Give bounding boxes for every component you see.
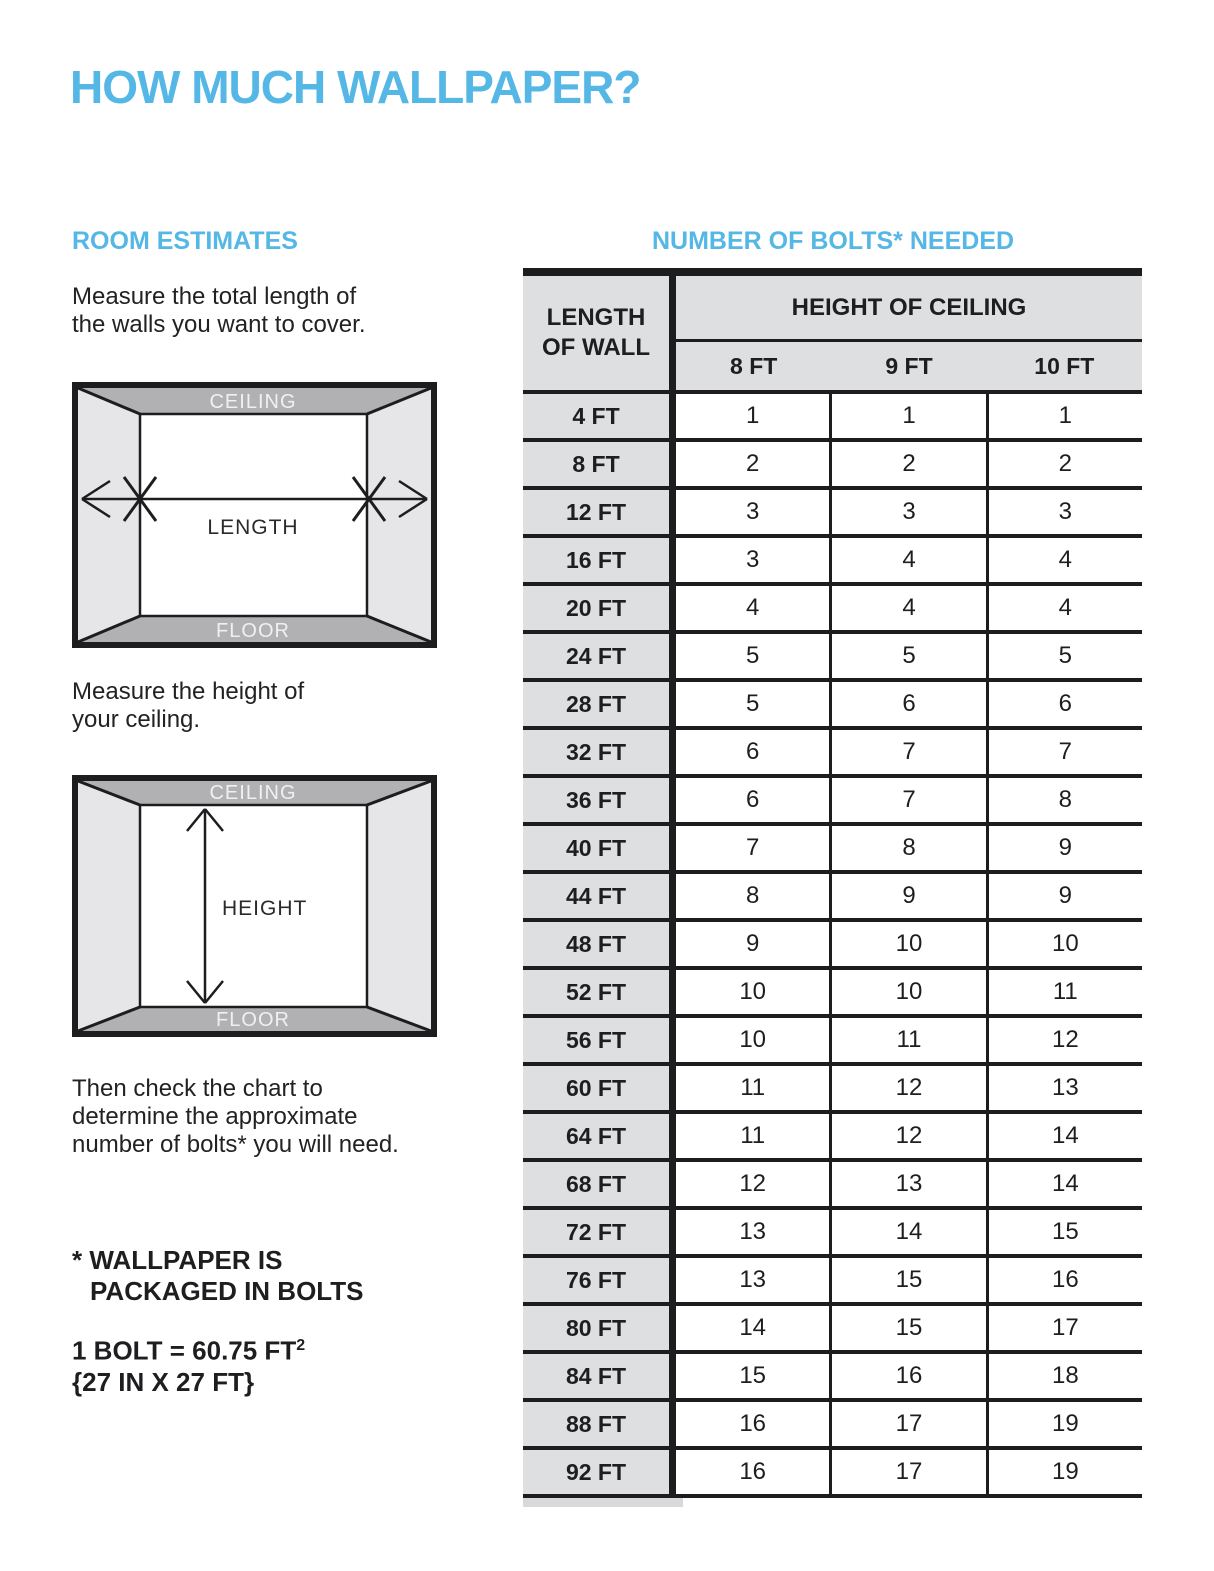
ceiling-height-subheaders xyxy=(676,342,1142,390)
bolt-equation xyxy=(72,1330,305,1367)
table-bottom-stub xyxy=(523,1498,683,1507)
bolt-count-cell: 15 xyxy=(829,1306,985,1350)
table-top-border xyxy=(523,268,1142,276)
table-row xyxy=(523,634,1142,682)
bolt-count-cell: 3 xyxy=(676,490,829,534)
bolt-count-cell: 5 xyxy=(676,634,829,678)
length-of-wall-header xyxy=(523,276,676,390)
row-length-label: 72 FT xyxy=(523,1210,676,1254)
row-length-label: 36 FT xyxy=(523,778,676,822)
column-header-9ft: 9 FT xyxy=(885,352,933,379)
bolt-count-cell: 9 xyxy=(676,922,829,966)
bolt-count-cell: 13 xyxy=(829,1162,985,1206)
left-wall-panel xyxy=(78,781,140,1031)
footnote-line1 xyxy=(72,1245,363,1276)
bolt-count-cell: 17 xyxy=(829,1450,985,1494)
row-length-label: 20 FT xyxy=(523,586,676,630)
bolt-count-cell: 4 xyxy=(986,538,1142,582)
bolt-count-cell: 9 xyxy=(986,874,1142,918)
bolt-count-cell: 9 xyxy=(829,874,985,918)
table-row xyxy=(523,394,1142,442)
bolt-dimensions: {27 IN X 27 FT} xyxy=(72,1366,255,1397)
bolt-count-cell: 12 xyxy=(986,1018,1142,1062)
table-row xyxy=(523,1162,1142,1210)
table-row xyxy=(523,538,1142,586)
bolt-count-cell: 7 xyxy=(829,730,985,774)
bolt-count-cell: 12 xyxy=(676,1162,829,1206)
row-length-label: 64 FT xyxy=(523,1114,676,1158)
bolt-count-cell: 6 xyxy=(676,730,829,774)
bolt-count-cell: 16 xyxy=(829,1354,985,1398)
bolt-count-cell: 4 xyxy=(829,586,985,630)
table-row xyxy=(523,1210,1142,1258)
bolt-count-cell: 13 xyxy=(676,1258,829,1302)
bolt-equation-sup: 2 xyxy=(296,1337,306,1354)
length-label: LENGTH xyxy=(207,516,299,539)
bolt-count-cell: 10 xyxy=(676,1018,829,1062)
room-height-diagram xyxy=(72,775,437,1037)
row-length-label: 24 FT xyxy=(523,634,676,678)
bolt-count-cell: 10 xyxy=(986,922,1142,966)
bolt-count-cell: 12 xyxy=(829,1066,985,1110)
height-label: HEIGHT xyxy=(222,897,308,920)
column-header-10ft: 10 FT xyxy=(1034,352,1095,379)
bolts-table xyxy=(523,268,1142,1507)
bolt-count-cell: 17 xyxy=(829,1402,985,1446)
bolts-footnote xyxy=(72,1245,363,1307)
bolt-count-cell: 14 xyxy=(676,1306,829,1350)
row-length-label: 56 FT xyxy=(523,1018,676,1062)
bolt-count-cell: 11 xyxy=(676,1114,829,1158)
bolt-count-cell: 5 xyxy=(829,634,985,678)
table-row xyxy=(523,970,1142,1018)
bolt-count-cell: 8 xyxy=(829,826,985,870)
bolt-count-cell: 17 xyxy=(986,1306,1142,1350)
bolt-count-cell: 3 xyxy=(829,490,985,534)
height-of-ceiling-header: HEIGHT OF CEILING xyxy=(676,276,1142,342)
bolt-equation-text: 1 BOLT = 60.75 FT xyxy=(72,1335,297,1366)
bolt-count-cell: 16 xyxy=(676,1450,829,1494)
bolt-count-cell: 14 xyxy=(986,1114,1142,1158)
bolt-count-cell: 7 xyxy=(986,730,1142,774)
bolt-count-cell: 5 xyxy=(676,682,829,726)
row-length-label: 88 FT xyxy=(523,1402,676,1446)
row-length-label: 60 FT xyxy=(523,1066,676,1110)
bolt-count-cell: 13 xyxy=(676,1210,829,1254)
bolt-count-cell: 16 xyxy=(986,1258,1142,1302)
bolt-count-cell: 6 xyxy=(829,682,985,726)
bolt-count-cell: 6 xyxy=(676,778,829,822)
measure-height-text xyxy=(72,678,304,734)
measure-length-line2: the walls you want to cover. xyxy=(72,311,366,338)
check-chart-line1: Then check the chart to xyxy=(72,1075,323,1102)
length-of-wall-line2: OF WALL xyxy=(542,334,650,361)
bolt-count-cell: 14 xyxy=(829,1210,985,1254)
table-row xyxy=(523,1402,1142,1450)
table-row xyxy=(523,1066,1142,1114)
column-header-8ft: 8 FT xyxy=(730,352,778,379)
table-row xyxy=(523,682,1142,730)
measure-height-line2: your ceiling. xyxy=(72,706,201,733)
bolt-size-info xyxy=(72,1330,305,1398)
bolt-count-cell: 2 xyxy=(829,442,985,486)
bolt-count-cell: 5 xyxy=(986,634,1142,678)
length-of-wall-line1: LENGTH xyxy=(546,304,646,331)
bolt-count-cell: 4 xyxy=(829,538,985,582)
bolt-count-cell: 8 xyxy=(676,874,829,918)
table-row xyxy=(523,922,1142,970)
ceiling-label: CEILING xyxy=(209,782,297,804)
footnote-text1: WALLPAPER IS xyxy=(89,1245,283,1275)
ceiling-label: CEILING xyxy=(209,391,297,413)
bolt-count-cell: 11 xyxy=(829,1018,985,1062)
table-row xyxy=(523,490,1142,538)
row-length-label: 40 FT xyxy=(523,826,676,870)
bolt-count-cell: 10 xyxy=(829,970,985,1014)
bolt-count-cell: 15 xyxy=(986,1210,1142,1254)
table-row xyxy=(523,442,1142,490)
bolt-count-cell: 19 xyxy=(986,1450,1142,1494)
floor-label: FLOOR xyxy=(216,620,290,642)
bolts-needed-heading: NUMBER OF BOLTS* NEEDED xyxy=(652,227,1015,255)
bolt-count-cell: 13 xyxy=(986,1066,1142,1110)
bolt-count-cell: 6 xyxy=(986,682,1142,726)
row-length-label: 28 FT xyxy=(523,682,676,726)
room-length-diagram xyxy=(72,382,437,648)
row-length-label: 44 FT xyxy=(523,874,676,918)
bolt-count-cell: 1 xyxy=(986,394,1142,438)
row-length-label: 84 FT xyxy=(523,1354,676,1398)
bolt-count-cell: 11 xyxy=(986,970,1142,1014)
bolt-count-cell: 12 xyxy=(829,1114,985,1158)
measure-length-text xyxy=(72,283,365,339)
row-length-label: 12 FT xyxy=(523,490,676,534)
bolt-count-cell: 1 xyxy=(829,394,985,438)
table-row xyxy=(523,1258,1142,1306)
table-row xyxy=(523,1450,1142,1498)
bolt-count-cell: 10 xyxy=(829,922,985,966)
row-length-label: 68 FT xyxy=(523,1162,676,1206)
table-row xyxy=(523,730,1142,778)
table-header xyxy=(523,276,1142,390)
check-chart-line3: number of bolts* you will need. xyxy=(72,1131,399,1158)
row-length-label: 8 FT xyxy=(523,442,676,486)
row-length-label: 52 FT xyxy=(523,970,676,1014)
bolt-count-cell: 15 xyxy=(829,1258,985,1302)
table-row xyxy=(523,778,1142,826)
right-wall-panel xyxy=(367,781,431,1031)
row-length-label: 48 FT xyxy=(523,922,676,966)
bolt-count-cell: 16 xyxy=(676,1402,829,1446)
bolt-count-cell: 3 xyxy=(986,490,1142,534)
check-chart-text xyxy=(72,1075,399,1159)
asterisk: * xyxy=(72,1245,83,1275)
measure-height-line1: Measure the height of xyxy=(72,678,305,705)
bolt-count-cell: 18 xyxy=(986,1354,1142,1398)
bolt-count-cell: 15 xyxy=(676,1354,829,1398)
row-length-label: 16 FT xyxy=(523,538,676,582)
floor-label: FLOOR xyxy=(216,1009,290,1031)
bolt-count-cell: 2 xyxy=(986,442,1142,486)
table-row xyxy=(523,1018,1142,1066)
row-length-label: 76 FT xyxy=(523,1258,676,1302)
table-row xyxy=(523,1354,1142,1402)
table-row xyxy=(523,1306,1142,1354)
row-length-label: 4 FT xyxy=(523,394,676,438)
back-wall-panel xyxy=(140,414,367,616)
bolt-count-cell: 7 xyxy=(676,826,829,870)
footnote-line2: PACKAGED IN BOLTS xyxy=(90,1276,364,1306)
row-length-label: 92 FT xyxy=(523,1450,676,1494)
room-estimates-heading: ROOM ESTIMATES xyxy=(72,227,298,255)
bolt-count-cell: 14 xyxy=(986,1162,1142,1206)
bolt-count-cell: 4 xyxy=(986,586,1142,630)
bolt-count-cell: 19 xyxy=(986,1402,1142,1446)
table-row xyxy=(523,1114,1142,1162)
height-of-ceiling-header-group xyxy=(676,276,1142,390)
bolt-count-cell: 10 xyxy=(676,970,829,1014)
bolt-count-cell: 11 xyxy=(676,1066,829,1110)
page-title: HOW MUCH WALLPAPER? xyxy=(70,61,641,113)
bolt-count-cell: 7 xyxy=(829,778,985,822)
bolt-count-cell: 4 xyxy=(676,586,829,630)
row-length-label: 80 FT xyxy=(523,1306,676,1350)
bolt-count-cell: 3 xyxy=(676,538,829,582)
table-body xyxy=(523,394,1142,1498)
row-length-label: 32 FT xyxy=(523,730,676,774)
bolt-count-cell: 9 xyxy=(986,826,1142,870)
bolt-count-cell: 2 xyxy=(676,442,829,486)
right-wall-panel xyxy=(367,388,431,642)
table-row xyxy=(523,586,1142,634)
bolt-count-cell: 1 xyxy=(676,394,829,438)
check-chart-line2: determine the approximate xyxy=(72,1103,358,1130)
bolt-count-cell: 8 xyxy=(986,778,1142,822)
table-row xyxy=(523,874,1142,922)
measure-length-line1: Measure the total length of xyxy=(72,283,357,310)
table-row xyxy=(523,826,1142,874)
